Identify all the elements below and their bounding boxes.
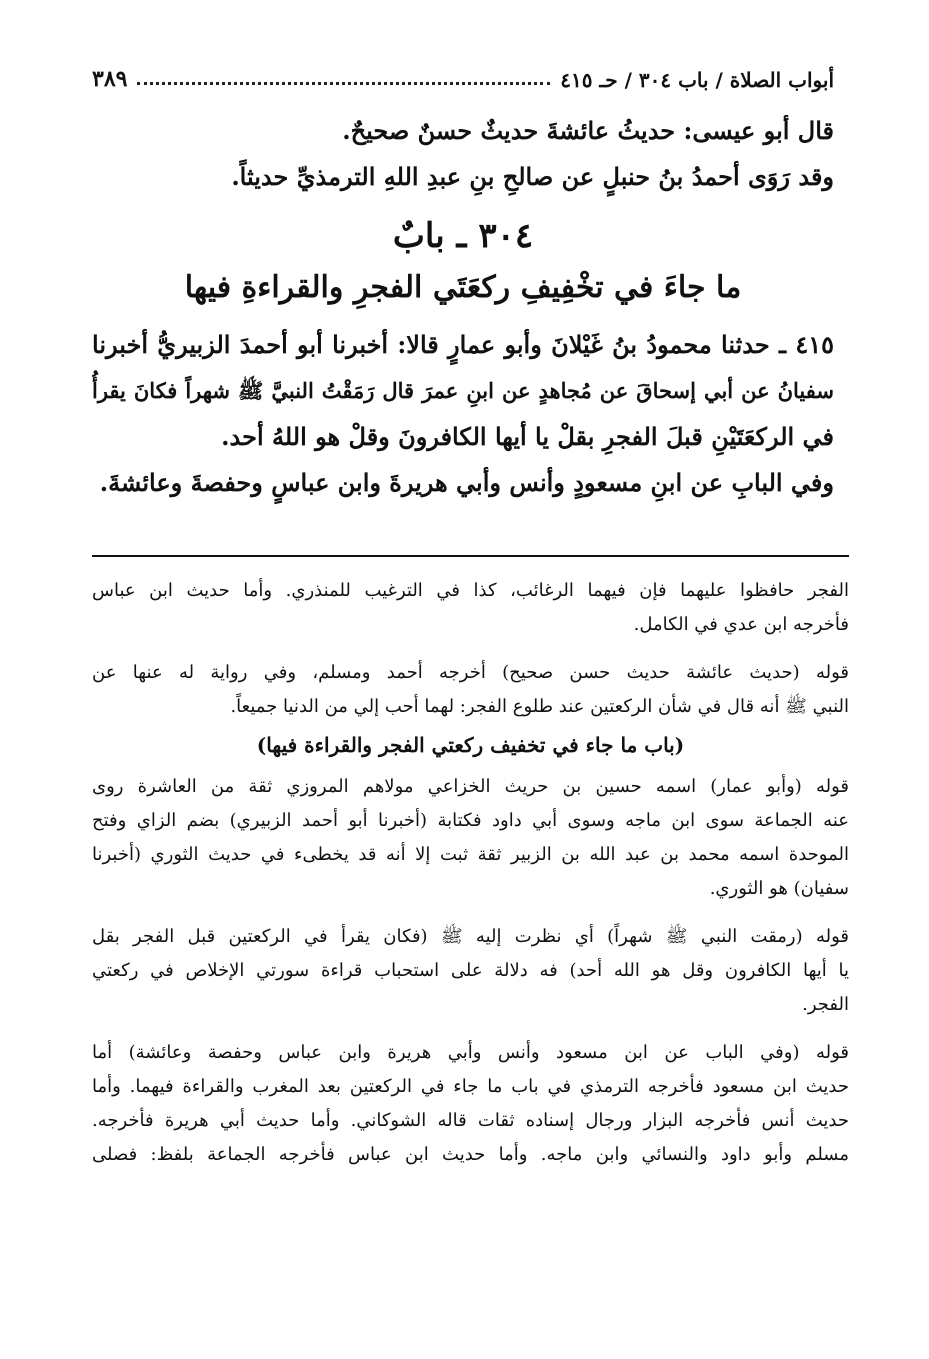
commentary-line: قوله (رمقت النبي ﷺ شهراً) أي نظرت إليه ﷺ (فكان يقرأ في الركعتين قبل الفجر بقل xyxy=(92,926,849,947)
commentary-line: عنه الجماعة سوى ابن ماجه وسوى أبي داود فكتابة (أخبرنا أبو أحمد الزبيري) بضم الزاي وفتح xyxy=(92,810,849,831)
chapter-number: ٣٠٤ ـ بابٌ xyxy=(392,216,534,256)
hadith-text xyxy=(92,322,834,506)
hadith-line: سفيانُ عن أبي إسحاقَ عن مُجاهدٍ عن ابنِ عمرَ قال رَمَقْتُ النبيَّ ﷺ شهراً فكانَ يقرأُ xyxy=(92,378,834,403)
commentary-line: يا أيها الكافرون وقل هو الله أحد) فه دلالة على استحباب قراءة سورتي الإخلاص في ركعتي xyxy=(92,960,849,981)
bab-line: وفي البابِ عن ابنِ مسعودٍ وأنس وأبي هريرةَ وابن عباسٍ وحفصةَ وعائشةَ. xyxy=(99,468,834,497)
running-header xyxy=(92,56,834,92)
commentary-line: سفيان) هو الثوري. xyxy=(709,878,849,899)
commentary-line: حديث أنس فأخرجه البزار ورجال إسناده ثقات قاله الشوكاني. وأما حديث أبي هريرة فأخرجه. xyxy=(92,1110,849,1131)
commentary-line: الفجر حافظوا عليهما فإن فيهما الرغائب، كذا في الترغيب للمنذري. وأما حديث ابن عباس xyxy=(92,580,849,601)
commentary-line: قوله (وأبو عمار) اسمه حسين بن حريث الخزاعي مولاهم المروزي ثقة من العاشرة روى xyxy=(92,776,849,797)
footnote-divider xyxy=(92,555,849,557)
commentary xyxy=(92,574,849,1172)
chapter-title: ما جاءَ في تخْفِيفِ ركعَتَي الفجرِ والقراءةِ فيها xyxy=(184,270,742,305)
page-number: ٣٨٩ xyxy=(92,66,128,92)
commentary-line: قوله (وفي الباب عن ابن مسعود وأنس وأبي هريرة وابن عباس وحفصة وعائشة) أما xyxy=(92,1042,849,1063)
hadith-line: ٤١٥ ـ حدثنا محمودُ بنُ غَيْلانَ وأبو عمارٍ قالا: أخبرنا أبو أحمدَ الزبيريُّ أخبرنا xyxy=(92,330,834,359)
main-text xyxy=(92,108,834,506)
commentary-line: مسلم وأبو داود والنسائي وابن ماجه. وأما حديث ابن عباس فأخرجه الجماعة بلفظ: فصلى xyxy=(92,1144,849,1165)
commentary-line: فأخرجه ابن عدي في الكامل. xyxy=(633,614,849,635)
intro-line: وقد رَوَى أحمدُ بنُ حنبلٍ عن صالحِ بنِ عبدِ اللهِ الترمذيِّ حديثاً. xyxy=(231,162,834,191)
running-title: أبواب الصلاة / باب ٣٠٤ / حـ ٤١٥ xyxy=(560,68,834,92)
commentary-line: قوله (حديث عائشة حديث حسن صحيح) أخرجه أحمد ومسلم، وفي رواية له عنها عن xyxy=(92,662,849,683)
commentary-line: النبي ﷺ أنه قال في شأن الركعتين عند طلوع الفجر: لهما أحب إلي من الدنيا جميعاً. xyxy=(230,696,849,717)
commentary-heading: (باب ما جاء في تخفيف ركعتي الفجر والقراءة فيها) xyxy=(256,733,685,757)
hadith-line: في الركعَتَيْنِ قبلَ الفجرِ بقلْ يا أيها الكافرونَ وقلْ هو اللهُ أحد. xyxy=(221,422,834,451)
commentary-line: الموحدة اسمه محمد بن عبد الله بن الزبير ثقة ثبت إلا أنه قد يخطىء في حديث الثوري (أخبرنا xyxy=(92,844,849,865)
intro-line: قال أبو عيسى: حديثُ عائشةَ حديثٌ حسنٌ صحيحٌ. xyxy=(342,116,834,145)
dotted-leader xyxy=(137,82,550,85)
commentary-line: الفجر. xyxy=(802,994,849,1015)
commentary-line: حديث ابن مسعود فأخرجه الترمذي في باب ما جاء في الركعتين بعد المغرب والقراءة فيهما. وأما xyxy=(92,1076,849,1097)
